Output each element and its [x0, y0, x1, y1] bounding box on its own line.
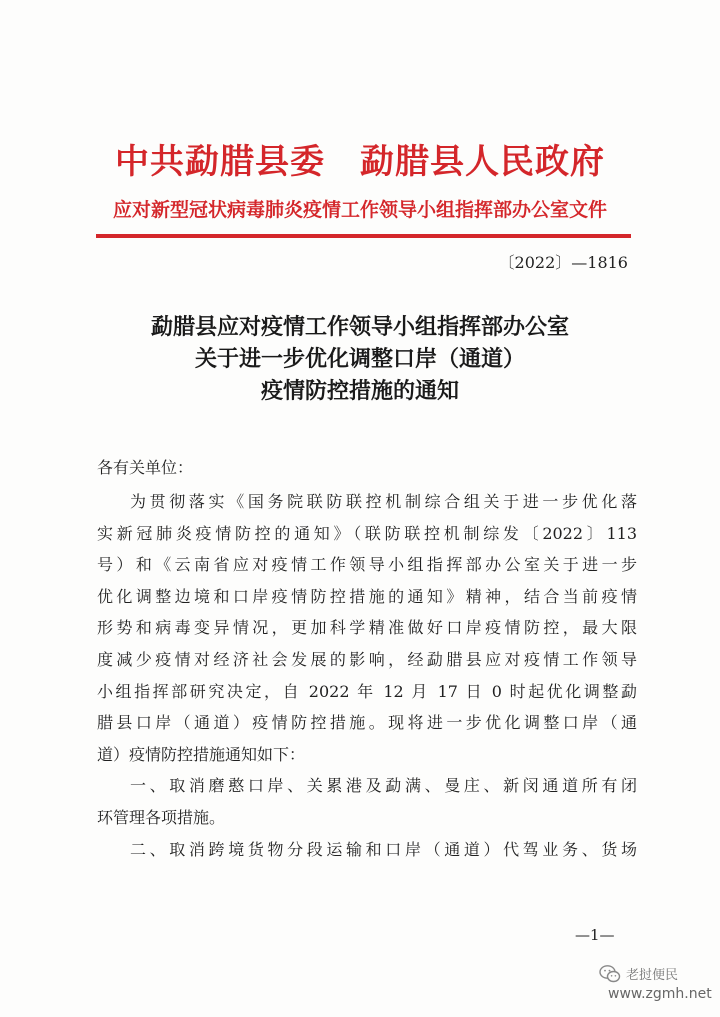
body-line: 一、取消磨憨口岸、关累港及勐满、曼庄、新闵通道所有闭	[130, 776, 637, 796]
watermark-account-name: 老挝便民	[626, 968, 679, 983]
body-line: 道）疫情防控措施通知如下：	[97, 744, 306, 764]
notice-title	[0, 311, 720, 407]
page-number: —1—	[575, 926, 615, 944]
body-line: 为贯彻落实《国务院联防联控机制综合组关于进一步优化落	[130, 492, 637, 511]
red-separator-line	[96, 234, 631, 238]
body-line: 实新冠肺炎疫情防控的通知》（联防联控机制综发〔2022〕113	[97, 523, 637, 543]
body-line: 环管理各项措施。	[97, 807, 226, 827]
title-line: 疫情防控措施的通知	[260, 378, 459, 404]
salutation: 各有关单位：	[97, 458, 194, 477]
wechat-icon	[598, 962, 622, 986]
title-line: 勐腊县应对疫情工作领导小组指挥部办公室	[150, 314, 569, 340]
issuer-heading: 中共勐腊县委 勐腊县人民政府	[115, 142, 605, 182]
title-line: 关于进一步优化调整口岸（通道）	[194, 346, 525, 372]
watermark	[598, 962, 718, 1012]
body-line: 小组指挥部研究决定，自 2022 年 12 月 17 日 0 时起优化调整勐	[97, 681, 637, 701]
body-text	[97, 486, 637, 865]
body-line: 度减少疫情对经济社会发展的影响，经勐腊县应对疫情工作领导	[97, 649, 637, 669]
watermark-site: www.zgmh.net	[608, 986, 712, 1002]
body-line: 号）和《云南省应对疫情工作领导小组指挥部办公室关于进一步	[97, 555, 637, 575]
body-line: 形势和病毒变异情况，更加科学精准做好口岸疫情防控，最大限	[97, 618, 637, 638]
document-number: 〔2022〕—1816	[498, 253, 628, 272]
office-heading: 应对新型冠状病毒肺炎疫情工作领导小组指挥部办公室文件	[112, 199, 607, 221]
body-line: 腊县口岸（通道）疫情防控措施。现将进一步优化调整口岸（通	[97, 713, 637, 733]
body-line: 优化调整边境和口岸疫情防控措施的通知》精神，结合当前疫情	[97, 586, 637, 606]
body-line: 二、取消跨境货物分段运输和口岸（通道）代驾业务、货场	[130, 839, 637, 859]
